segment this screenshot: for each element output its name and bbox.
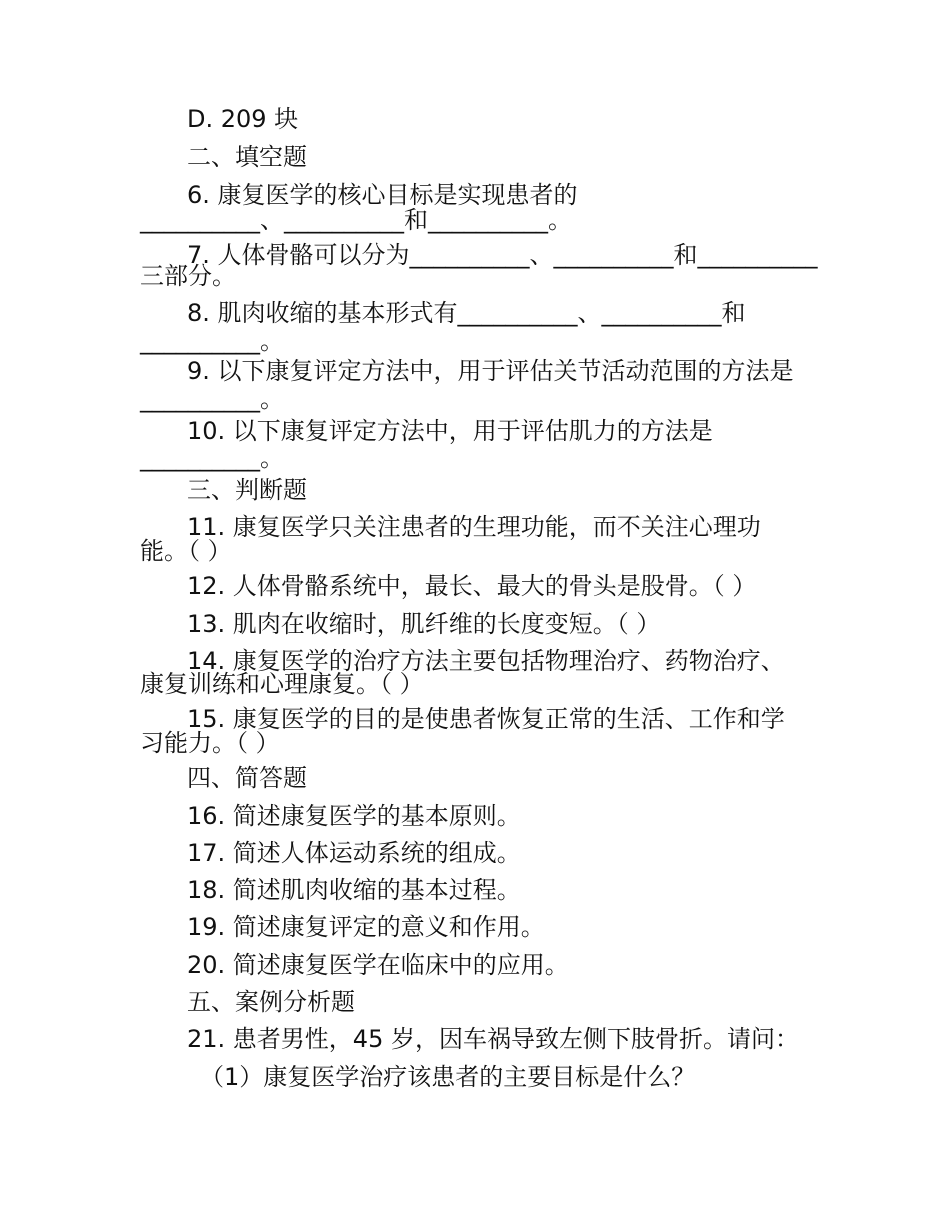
question-9-line-2: __________。 xyxy=(140,385,284,413)
question-7-line-2: 三部分。 xyxy=(140,262,236,290)
question-7-line-1: 7. 人体骨骼可以分为__________、__________和__________ xyxy=(187,241,818,269)
question-13: 13. 肌肉在收缩时，肌纤维的长度变短。（ ） xyxy=(187,610,661,638)
question-8-line-1: 8. 肌肉收缩的基本形式有__________、__________和 xyxy=(187,299,746,327)
question-6-line-2: __________、__________和__________。 xyxy=(140,206,572,234)
question-10-line-2: __________。 xyxy=(140,444,284,472)
section-heading-case-analysis: 五、案例分析题 xyxy=(187,988,355,1016)
question-20: 20. 简述康复医学在临床中的应用。 xyxy=(187,951,569,979)
question-21-sub-1: （1）康复医学治疗该患者的主要目标是什么？ xyxy=(200,1063,696,1091)
question-10-line-1: 10. 以下康复评定方法中，用于评估肌力的方法是 xyxy=(187,417,713,445)
question-8-line-2: __________。 xyxy=(140,327,284,355)
question-19: 19. 简述康复评定的意义和作用。 xyxy=(187,913,545,941)
section-heading-short-answer: 四、简答题 xyxy=(187,764,307,792)
question-15-line-2: 习能力。（ ） xyxy=(140,729,280,757)
question-21: 21. 患者男性，45 岁，因车祸导致左侧下肢骨折。请问： xyxy=(187,1025,799,1053)
question-16: 16. 简述康复医学的基本原则。 xyxy=(187,802,521,830)
section-heading-true-false: 三、判断题 xyxy=(187,476,307,504)
question-18: 18. 简述肌肉收缩的基本过程。 xyxy=(187,876,521,904)
option-d-line: D. 209 块 xyxy=(187,105,299,133)
section-heading-fill-in: 二、填空题 xyxy=(187,143,307,171)
question-14-line-1: 14. 康复医学的治疗方法主要包括物理治疗、药物治疗、 xyxy=(187,647,785,675)
question-17: 17. 简述人体运动系统的组成。 xyxy=(187,839,521,867)
question-6-line-1: 6. 康复医学的核心目标是实现患者的 xyxy=(187,181,578,209)
question-15-line-1: 15. 康复医学的目的是使患者恢复正常的生活、工作和学 xyxy=(187,705,785,733)
question-11-line-2: 能。（ ） xyxy=(140,537,232,565)
question-11-line-1: 11. 康复医学只关注患者的生理功能，而不关注心理功 xyxy=(187,513,761,541)
question-14-line-2: 康复训练和心理康复。（ ） xyxy=(140,670,424,698)
question-12: 12. 人体骨骼系统中，最长、最大的骨头是股骨。（ ） xyxy=(187,572,757,600)
question-9-line-1: 9. 以下康复评定方法中，用于评估关节活动范围的方法是 xyxy=(187,357,794,385)
